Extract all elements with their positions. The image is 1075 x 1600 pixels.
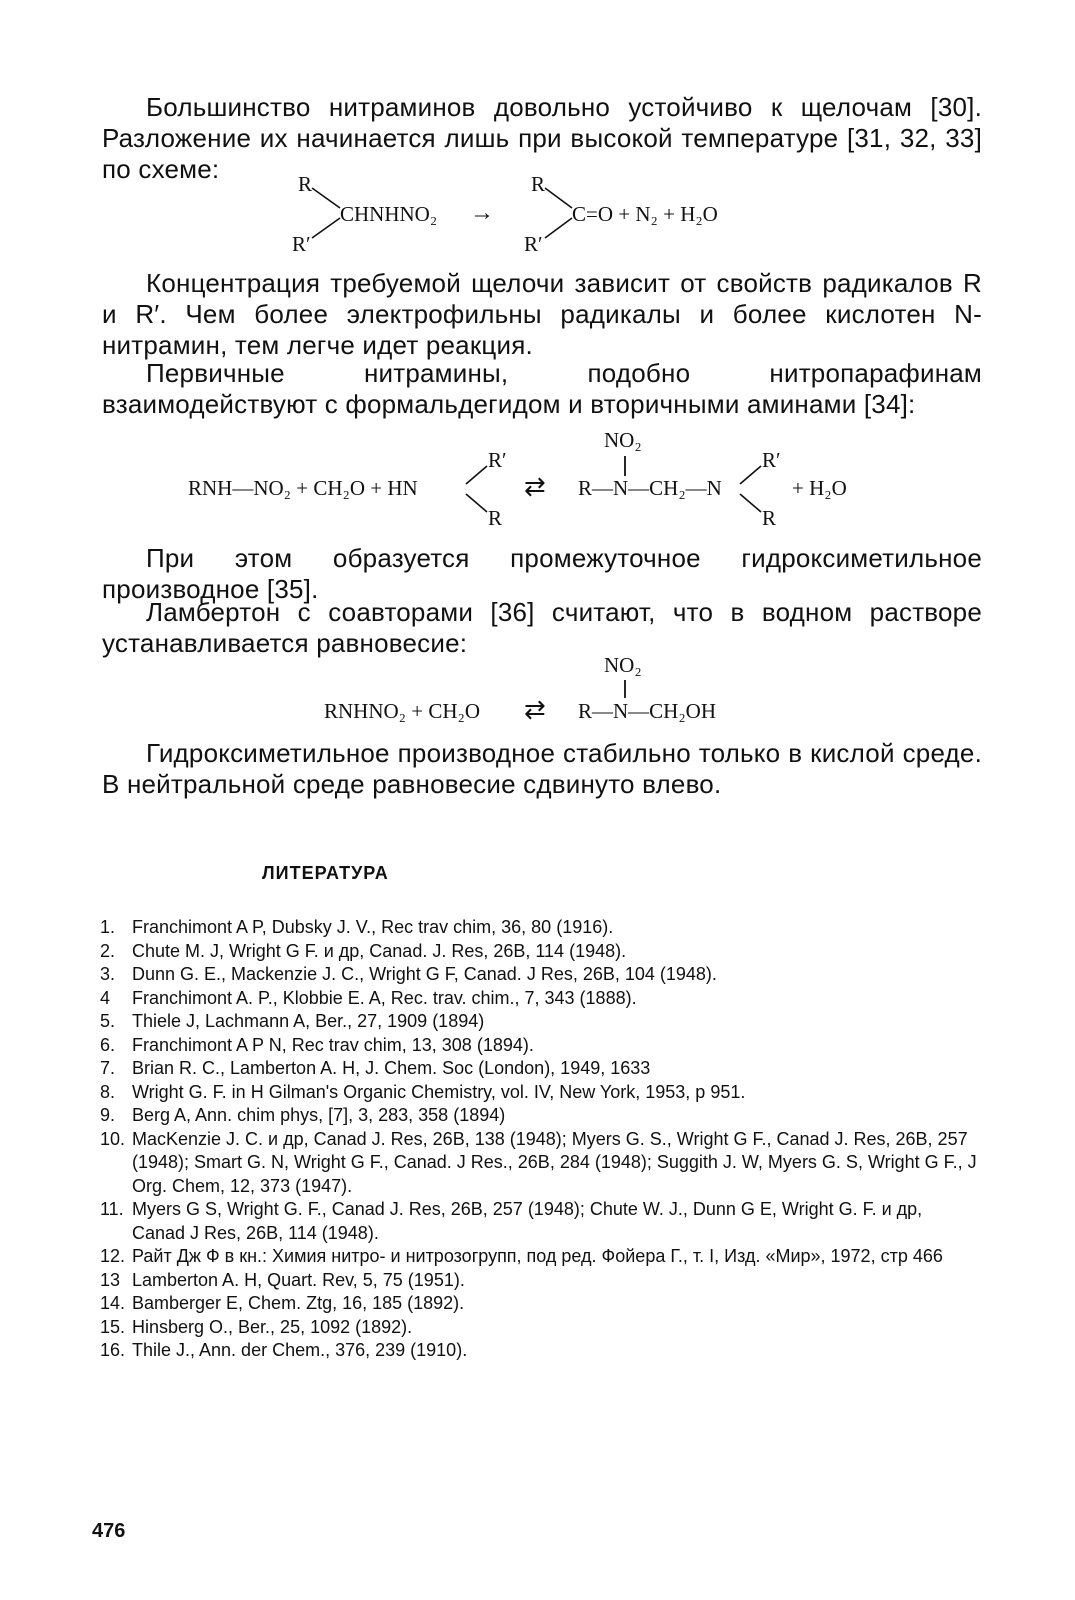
reference-number: 10. xyxy=(100,1128,126,1149)
eq2-prod-rp: R′ xyxy=(762,448,781,472)
reference-text: Chute M. J, Wright G F. и др, Canad. J. Res, 26B, 114 (1948). xyxy=(132,940,627,961)
references-heading: ЛИТЕРАТУРА xyxy=(262,863,389,883)
eq1-r-right: R xyxy=(531,172,546,196)
eq3-reactants: RNHNO₂ + CH₂O xyxy=(324,699,480,723)
reference-item xyxy=(100,916,980,940)
reference-text: Franchimont A P N, Rec trav chim, 13, 308 (1894). xyxy=(132,1034,534,1055)
reference-item xyxy=(100,1245,980,1269)
eq2-reactants: RNH—NO₂ + CH₂O + HN xyxy=(188,476,418,500)
reference-text: Brian R. C., Lamberton A. H, J. Chem. Soc (London), 1949, 1633 xyxy=(132,1058,651,1078)
reference-number: 14. xyxy=(100,1293,126,1313)
reference-text: Berg A, Ann. chim phys, [7], 3, 283, 358 (1894) xyxy=(132,1105,506,1125)
reference-text: Franchimont A. P., Klobbie E. A, Rec. trav. chim., 7, 343 (1888). xyxy=(132,987,637,1008)
reference-item xyxy=(100,940,980,964)
equation-3-bonds xyxy=(0,0,1075,730)
reference-number: 8. xyxy=(100,1081,116,1102)
reference-number: 11. xyxy=(100,1199,124,1219)
reference-item xyxy=(100,1128,980,1199)
reference-item xyxy=(100,1316,980,1340)
reference-item xyxy=(100,987,980,1011)
paragraph-3-text: Первичные нитрамины, подобно нитропарафинам взаимодействуют с формальдегидом и вторичными аминами [34]: xyxy=(102,358,982,419)
eq1-r-left: R xyxy=(298,172,313,196)
eq1-product: C=O + N₂ + H₂O xyxy=(572,202,718,226)
eq1-rp-right: R′ xyxy=(524,232,543,256)
reference-text: Dunn G. E., Mackenzie J. C., Wright G F, Canad. J Res, 26B, 104 (1948). xyxy=(132,964,717,984)
eq2-water: + H₂O xyxy=(792,476,847,500)
reference-number: 12. xyxy=(100,1246,126,1266)
reference-item xyxy=(100,1057,980,1081)
eq3-product: R—N—CH₂OH xyxy=(578,699,716,723)
eq1-arrow: → xyxy=(470,200,494,226)
reference-number: 13 xyxy=(100,1269,121,1290)
reference-text: Franchimont A P, Dubsky J. V., Rec trav chim, 36, 80 (1916). xyxy=(132,917,614,937)
reference-text: MacKenzie J. C. и др, Canad J. Res, 26B, 138 (1948); Myers G. S., Wright G F., Canad J. Res, 26B, 257 (1948); Smart G. N, Wright G F., Canad. J Res., 26B, 284 (1948); Suggith J. W, Myers G. S, Wright G F., J Org. Chem, 12, 373 (1947). xyxy=(132,1128,977,1196)
eq3-arrow: ⇄ xyxy=(524,695,546,724)
reference-number: 3. xyxy=(100,964,116,984)
references-list xyxy=(100,916,980,1363)
eq2-amine-rp: R′ xyxy=(488,448,507,472)
paragraph-5-text: Ламбертон с соавторами [36] считают, что в водном растворе устанавливается равновесие: xyxy=(102,597,982,658)
paragraph-1-text: Большинство нитраминов довольно устойчиво к щелочам [30]. Разложение их начинается лишь при высокой температуре [31, 32, 33] по схеме: xyxy=(102,92,982,184)
reference-text: Lamberton A. H, Quart. Rev, 5, 75 (1951). xyxy=(132,1269,465,1290)
eq1-rp-left: R′ xyxy=(292,232,311,256)
eq2-product: R—N—CH₂—N xyxy=(578,476,722,500)
reference-text: Hinsberg O., Ber., 25, 1092 (1892). xyxy=(132,1316,413,1337)
reference-number: 15. xyxy=(100,1316,126,1337)
eq3-no2: NO₂ xyxy=(604,653,642,677)
reference-item xyxy=(100,963,980,987)
reference-text: Thiele J, Lachmann A, Ber., 27, 1909 (1894) xyxy=(132,1011,485,1031)
eq2-amine-r: R xyxy=(488,506,503,530)
page-number: 476 xyxy=(92,1520,126,1542)
eq2-no2: NO₂ xyxy=(604,428,642,452)
reference-number: 4 xyxy=(100,987,111,1008)
reference-number: 9. xyxy=(100,1105,116,1125)
paragraph-6-text: Гидроксиметильное производное стабильно только в кислой среде. В нейтральной среде равновесие сдвинуто влево. xyxy=(102,738,982,799)
reference-text: Myers G S, Wright G. F., Canad J. Res, 26B, 257 (1948); Chute W. J., Dunn G E, Wright G. F. и др, Canad J Res, 26B, 114 (1948). xyxy=(132,1199,923,1243)
reference-text: Bamberger E, Chem. Ztg, 16, 185 (1892). xyxy=(132,1293,465,1313)
reference-number: 1. xyxy=(100,917,116,937)
paragraph-2-text: Концентрация требуемой щелочи зависит от свойств радикалов R и R′. Чем более электрофильны радикалы и более кислотен N-нитрамин, тем легче идет реакция. xyxy=(102,268,982,360)
reference-number: 2. xyxy=(100,940,116,961)
eq2-prod-r: R xyxy=(762,506,777,530)
reference-item xyxy=(100,1269,980,1293)
reference-item xyxy=(100,1339,980,1363)
paragraph-4-text: При этом образуется промежуточное гидроксиметильное производное [35]. xyxy=(102,543,982,604)
reference-item xyxy=(100,1010,980,1034)
reference-number: 5. xyxy=(100,1011,116,1031)
reference-number: 7. xyxy=(100,1058,116,1078)
equation-3 xyxy=(0,0,1075,730)
reference-number: 6. xyxy=(100,1034,116,1055)
reference-item xyxy=(100,1198,980,1245)
reference-text: Райт Дж Ф в кн.: Химия нитро- и нитрозогрупп, под ред. Фойера Г., т. I, Изд. «Мир», 1972, стр 466 xyxy=(132,1246,943,1266)
reference-number: 16. xyxy=(100,1340,126,1360)
reference-item xyxy=(100,1034,980,1058)
reference-item xyxy=(100,1081,980,1105)
reference-text: Thile J., Ann. der Chem., 376, 239 (1910). xyxy=(132,1340,468,1360)
reference-text: Wright G. F. in H Gilman's Organic Chemistry, vol. IV, New York, 1953, p 951. xyxy=(132,1081,746,1102)
reference-item xyxy=(100,1104,980,1128)
paragraph-6 xyxy=(102,738,982,800)
eq1-reactant: CHNHNO₂ xyxy=(340,202,438,226)
eq2-arrow: ⇄ xyxy=(524,472,546,501)
reference-item xyxy=(100,1292,980,1316)
